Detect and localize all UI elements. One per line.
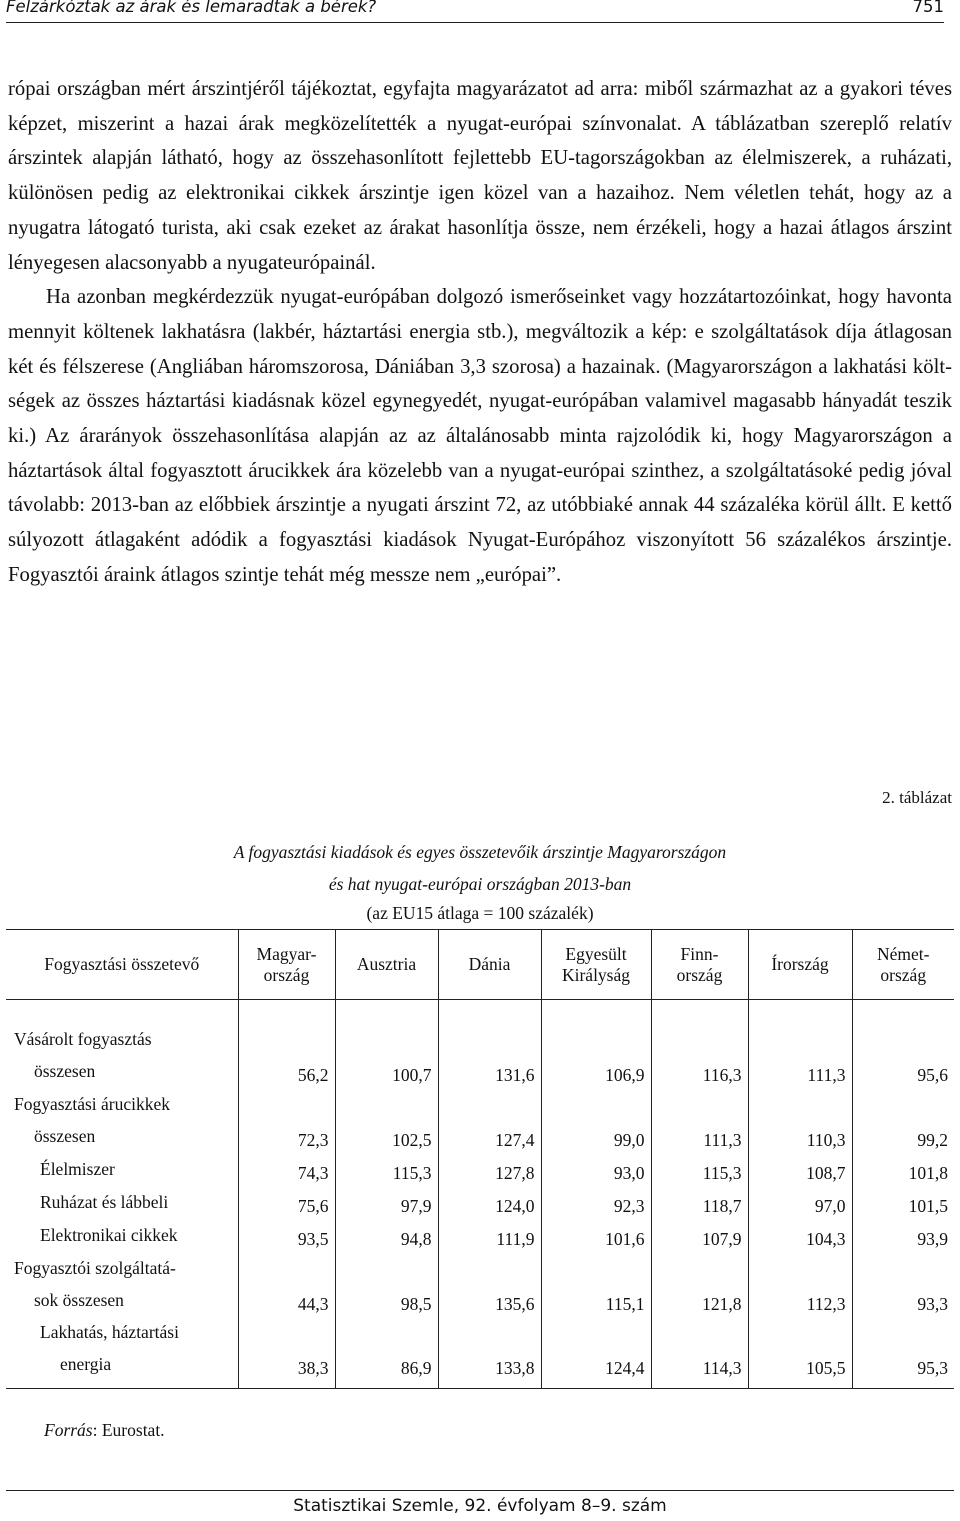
table-cell: 101,5 (852, 1185, 954, 1218)
table-cell: 101,6 (541, 1218, 651, 1251)
table-row (6, 1022, 954, 1087)
page-number: 751 (912, 0, 944, 16)
table-cell: 38,3 (238, 1316, 335, 1389)
table-cell: 92,3 (541, 1185, 651, 1218)
table-cell: 56,2 (238, 1022, 335, 1087)
table-cell: 118,7 (651, 1185, 748, 1218)
table-title (0, 836, 960, 926)
table-cell: 110,3 (748, 1087, 852, 1152)
table-row (6, 1316, 954, 1389)
row-label: Fogyasztási árucikkek összesen (14, 1094, 170, 1146)
running-header (6, 0, 944, 23)
row-label: Fogyasztói szolgáltatá- sok összesen (14, 1258, 176, 1310)
table-cell: 124,0 (438, 1185, 541, 1218)
table-title-line: A fogyasztási kiadások és egyes összetevőik árszintje Magyarországon (233, 842, 727, 862)
table-cell: 75,6 (238, 1185, 335, 1218)
column-header: Egyesült Királyság (541, 930, 651, 1000)
table-cell: 44,3 (238, 1251, 335, 1316)
table-cell: 104,3 (748, 1218, 852, 1251)
price-level-table (6, 929, 954, 1389)
table-cell: 114,3 (651, 1316, 748, 1389)
body-text (8, 72, 952, 593)
column-header: Magyar- ország (238, 930, 335, 1000)
table-subtitle: (az EU15 átlaga = 100 százalék) (366, 903, 594, 923)
footer-rule (6, 1490, 954, 1491)
running-footer: Statisztikai Szemle, 92. évfolyam 8–9. szám (293, 1496, 667, 1516)
column-header: Dánia (438, 930, 541, 1000)
table-cell: 94,8 (335, 1218, 438, 1251)
table-cell: 124,4 (541, 1316, 651, 1389)
table-cell: 108,7 (748, 1152, 852, 1185)
table-header-row (6, 930, 954, 1000)
source-text: : Eurostat. (92, 1420, 165, 1440)
table-cell: 115,3 (651, 1152, 748, 1185)
table-number: 2. táblázat (882, 788, 952, 807)
table-row (6, 1218, 954, 1251)
column-header: Finn- ország (651, 930, 748, 1000)
table-row (6, 1251, 954, 1316)
table-cell: 102,5 (335, 1087, 438, 1152)
column-header: Ausztria (335, 930, 438, 1000)
table-cell: 97,9 (335, 1185, 438, 1218)
table-cell: 111,3 (651, 1087, 748, 1152)
table-cell: 112,3 (748, 1251, 852, 1316)
row-label: Elektronikai cikkek (40, 1225, 178, 1245)
table-row (6, 1152, 954, 1185)
table-cell: 100,7 (335, 1022, 438, 1087)
table-cell: 97,0 (748, 1185, 852, 1218)
column-header: Német- ország (852, 930, 954, 1000)
table-cell: 131,6 (438, 1022, 541, 1087)
table-cell: 121,8 (651, 1251, 748, 1316)
column-header: Fogyasztási összetevő (6, 930, 238, 1000)
source-label: Forrás (44, 1420, 93, 1440)
table-cell: 72,3 (238, 1087, 335, 1152)
table-cell: 99,2 (852, 1087, 954, 1152)
table-cell: 101,8 (852, 1152, 954, 1185)
running-header-title: Felzárkóztak az árak és lemaradtak a bérek? (6, 0, 377, 16)
table-cell: 115,3 (335, 1152, 438, 1185)
table-cell: 107,9 (651, 1218, 748, 1251)
row-label: Lakhatás, háztartási energia (6, 1316, 238, 1389)
table-cell: 135,6 (438, 1251, 541, 1316)
table-cell: 127,4 (438, 1087, 541, 1152)
table-cell: 99,0 (541, 1087, 651, 1152)
table-cell: 95,6 (852, 1022, 954, 1087)
table-cell: 105,5 (748, 1316, 852, 1389)
table-cell: 116,3 (651, 1022, 748, 1087)
table-cell: 98,5 (335, 1251, 438, 1316)
table-cell: 95,3 (852, 1316, 954, 1389)
table-cell: 111,9 (438, 1218, 541, 1251)
table-cell: 74,3 (238, 1152, 335, 1185)
column-header: Írország (748, 930, 852, 1000)
body-paragraph: Ha azonban megkérdezzük nyugat-európában dolgozó ismerőseinket vagy hozzátartozóinkat, hogy havonta mennyit költenek lakhatásra (lakbér, háztartási energia stb.), megváltozik a kép: e szolgáltatások díja átlagosan két és félszerese (Angliában háromszorosa, Dániában 3,3 szorosa) a hazainak. (Magyarországon a lakhatási költségek az összes háztartási kiadásnak közel egynegyedét, nyugat-európában valamivel magasabb hányadát teszik ki.) Az árarányok összehasonlítása alapján az az általánosabb minta rajzolódik ki, hogy Magyarországon a háztartások által fogyasztott árucikkek ára közelebb van a nyugat-európai szinthez, a szolgáltatásoké pedig jóval távolabb: 2013-ban az előbbiek árszintje a nyugati árszint 72, az utóbbiaké annak 44 százaléka körül állt. E kettő súlyozott átlagaként adódik a fogyasztási kiadások Nyugat-Európához viszonyított 56 százalékos árszintje. Fogyasztói áraink átlagos szintje tehát még messze nem „európai”. (8, 286, 952, 586)
row-label: Ruházat és lábbeli (40, 1192, 169, 1212)
table-cell: 93,0 (541, 1152, 651, 1185)
row-label: Vásárolt fogyasztás összesen (14, 1029, 152, 1081)
table-cell: 115,1 (541, 1251, 651, 1316)
table-cell: 86,9 (335, 1316, 438, 1389)
body-paragraph: rópai országban mért árszintjéről tájékoztat, egyfajta magyarázatot ad arra: miből származhat az a gyakori téves képzet, miszerint a hazai árak megközelítették a nyugat-európai színvonalat. A táblázatban szereplő relatív árszintek alapján látható, hogy az összehasonlított fejlettebb EU-tagországokban az élelmiszerek, a ruházati, különösen pedig az elektronikai cikkek árszintje igen közel van a hazaihoz. Nem véletlen tehát, hogy az a nyugatra látogató turista, aki csak ezeket az árakat hasonlítja össze, nem érzékeli, hogy a hazai átlagos árszint lényegesen alacsonyabb a nyugateurópainál. (8, 78, 952, 274)
table-cell: 93,5 (238, 1218, 335, 1251)
table-cell: 93,9 (852, 1218, 954, 1251)
table-row (6, 1185, 954, 1218)
row-label: Élelmiszer (40, 1159, 115, 1179)
table-cell: 133,8 (438, 1316, 541, 1389)
table-cell: 93,3 (852, 1251, 954, 1316)
table-cell: 127,8 (438, 1152, 541, 1185)
table-source (44, 1420, 165, 1441)
table-cell: 111,3 (748, 1022, 852, 1087)
table-cell: 106,9 (541, 1022, 651, 1087)
table-title-line: és hat nyugat-európai országban 2013-ban (328, 874, 632, 894)
table-row (6, 1087, 954, 1152)
